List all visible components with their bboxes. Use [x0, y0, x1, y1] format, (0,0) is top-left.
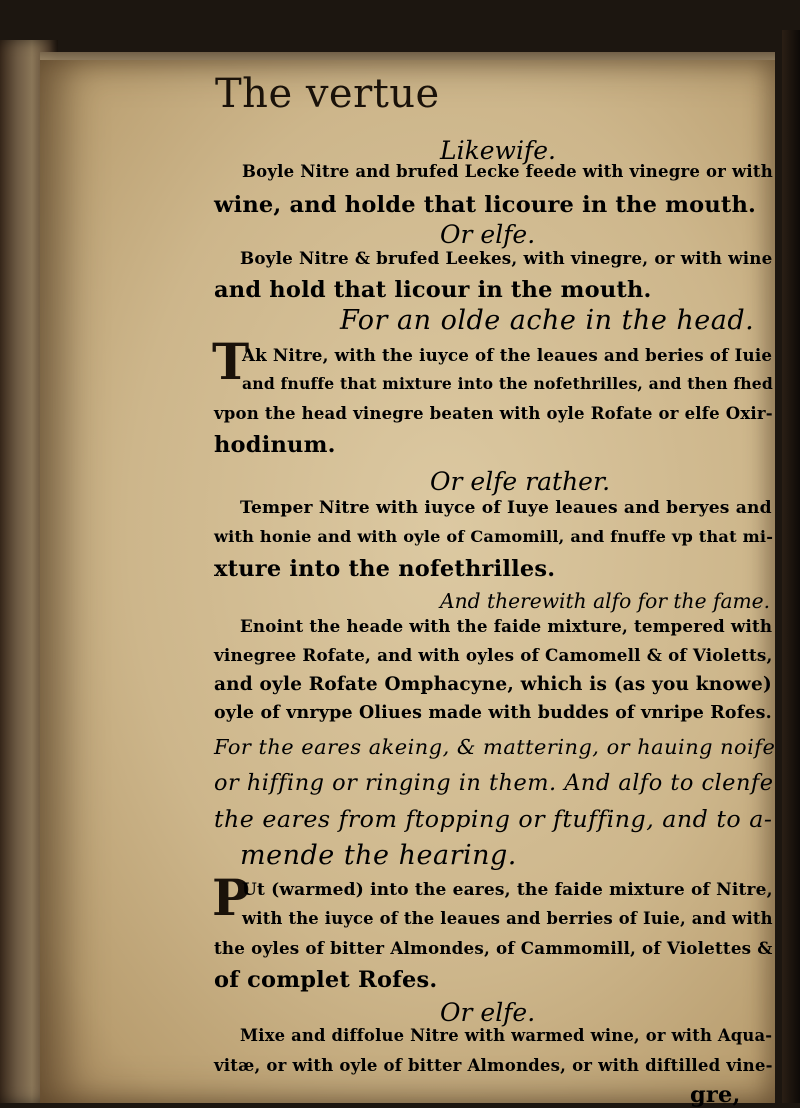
section2-heading-1: For the eares akeing, & mattering, or hauing noife: [214, 735, 776, 759]
p4-heading: And therewith alfo for the fame.: [440, 589, 771, 613]
p4-line-4: oyle of vnrype Oliues made with buddes of vnripe Rofes.: [214, 703, 772, 723]
section2-line-3: the oyles of bitter Almondes, of Cammomill, of Violettes &: [214, 938, 773, 958]
section2-heading-2: or hiffing or ringing in them. And alfo to clenfe: [214, 770, 774, 796]
p1-line-1: Boyle Nitre and brufed Lecke feede with vinegre or with: [242, 162, 773, 181]
p2-line-2: and hold that licour in the mouth.: [214, 277, 652, 303]
p5-heading: Or elfe.: [440, 998, 536, 1027]
p5-line-1: Mixe and diffolue Nitre with warmed wine, or with Aqua-: [240, 1026, 773, 1045]
section2-heading-3: the eares from ftopping or ftuffing, and to a-: [214, 805, 773, 833]
section1-line-4: hodinum.: [214, 432, 336, 458]
p1-heading: Likewife.: [440, 136, 556, 165]
p3-line-3: xture into the nofethrilles.: [214, 556, 556, 582]
right-binding-edge: [782, 30, 800, 1103]
section1-heading: For an olde ache in the head.: [340, 305, 755, 336]
p5-line-2: vitæ, or with oyle of bitter Almondes, or with diftilled vine-: [214, 1055, 773, 1075]
section2-line-1: Ut (warmed) into the eares, the faide mixture of Nitre,: [242, 880, 773, 900]
p3-heading: Or elfe rather.: [430, 467, 611, 496]
p3-line-1: Temper Nitre with iuyce of Iuye leaues and beryes and: [240, 498, 772, 518]
section2-line-2: with the iuyce of the leaues and berries of Iuie, and with: [242, 909, 773, 928]
p4-line-2: vinegree Rofate, and with oyles of Camomell & of Violetts,: [214, 645, 773, 665]
section2-line-4: of complet Rofes.: [214, 967, 438, 993]
section1-line-2: and fnuffe that mixture into the nofethrilles, and then fhed: [242, 374, 774, 393]
p4-line-3: and oyle Rofate Omphacyne, which is (as you knowe): [214, 674, 772, 695]
section2-heading-4: mende the hearing.: [240, 840, 517, 871]
p2-line-1: Boyle Nitre & brufed Leekes, with vinegre, or with wine: [240, 248, 773, 268]
p2-heading: Or elfe.: [440, 220, 536, 249]
section1-line-3: vpon the head vinegre beaten with oyle Rofate or elfe Oxir-: [214, 403, 773, 423]
section1-dropcap: T: [212, 332, 250, 391]
section1-line-1: Ak Nitre, with the iuyce of the leaues and beries of Iuie: [242, 345, 773, 365]
p3-line-2: with honie and with oyle of Camomill, and fnuffe vp that mi-: [214, 527, 774, 546]
p4-line-1: Enoint the heade with the faide mixture, tempered with: [240, 616, 773, 636]
p5-line-3: gre,: [690, 1082, 741, 1108]
running-header: The vertue: [215, 71, 440, 117]
p1-line-2: wine, and holde that licoure in the mouth.: [214, 192, 757, 218]
section2-dropcap: P: [212, 868, 250, 927]
